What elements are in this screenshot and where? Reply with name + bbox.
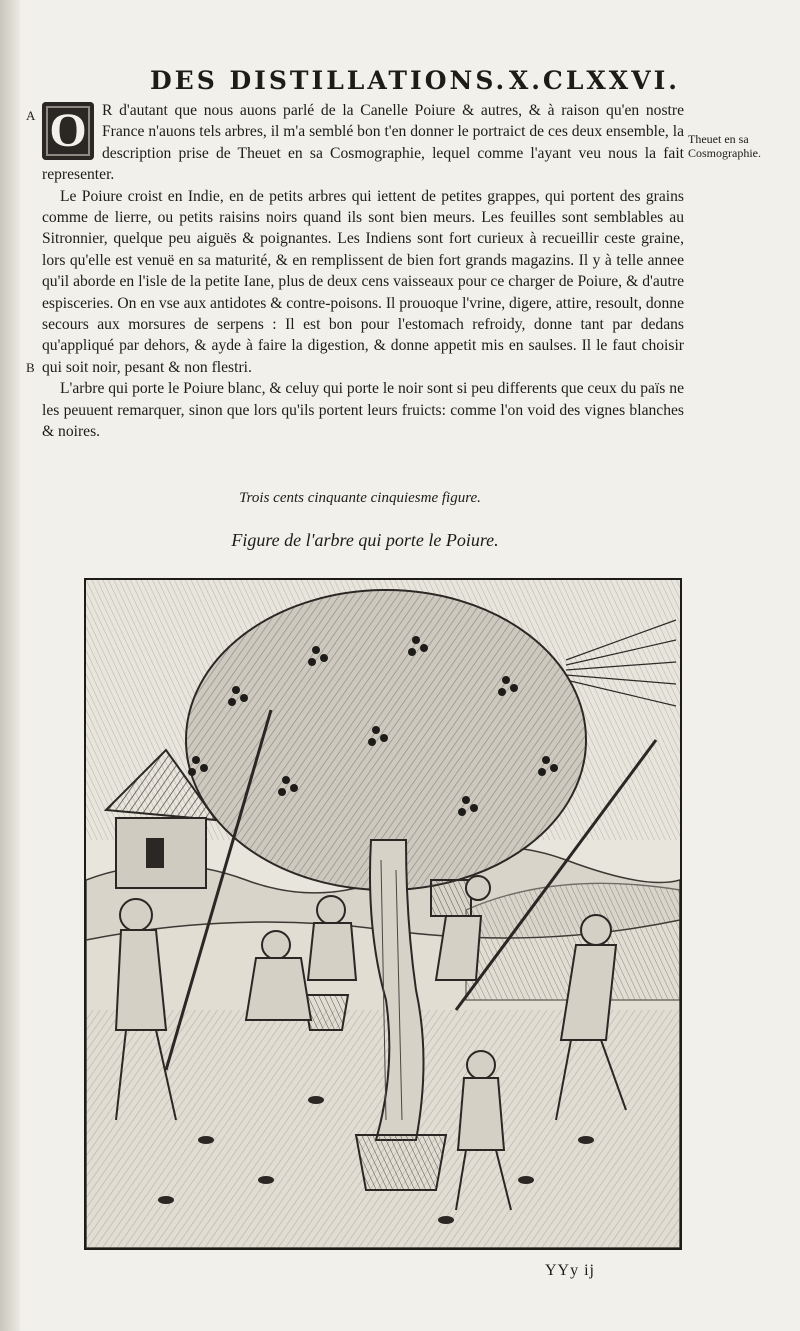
running-head [150,66,680,95]
line-marker-b: B [26,360,35,375]
figure-number-caption: Trois cents cinquante cinquiesme figure. [239,490,481,506]
line-marker-a: A [26,108,36,123]
main-text [42,100,684,443]
pepper-tree-woodcut [84,578,682,1250]
paragraph-2: Le Poiure croist en Indie, en de petits arbres qui iettent de petites grappes, qui portent des grains comme de lierre, ou petits raisins noirs quand ils sont bien meurs. Les feuilles sont semblables au Sitronnier, quelque peu aiguës & poignantes. Les Indiens sont fort curieux à recueillir ceste graine, lors qu'elle est venuë en sa maturité, & en remplissent de bien fort grands magazins. Il y à telle annee qu'il aborde en l'isle de la petite Iane, plus de deux cens vaisseaux pour ce charger de Poiure, & d'autre espisceries. On en vse aux antidotes & contre-poisons. Il prouoque l'vrine, digere, attire, resoult, donne secours aux morsures de serpens : Il est bon pour l'estomach refroidy, donne tant par dedans qu'appliqué par dehors, & ayde à faire la digestion, & donne appetit mis en saulses. Il le faut choisir qui soit noir, pesant & non flestri. [42,187,684,376]
page-gutter-shadow [0,0,20,1331]
basket-under-tree [356,1135,446,1190]
folio-number: X.CLXXVI. [508,66,680,95]
paragraph-1 [42,100,684,186]
gathering-signature: YYy ij [545,1262,595,1279]
running-head-title: DES DISTILLATIONS. [150,66,508,95]
woodcut-illustration [86,580,680,1248]
marginal-note: Theuet en sa Cosmographie. [688,132,761,160]
figure-title: Figure de l'arbre qui porte le Poiure. [231,530,499,550]
paragraph-3: L'arbre qui porte le Poiure blanc, & celuy qui porte le noir sont si peu differents que ceux du païs ne les peuuent remarquer, sinon que lors qu'ils portent leurs fruicts: comme l'on void des vignes blanches & noires. [42,380,684,441]
ornamental-dropcap: O [42,102,94,160]
paragraph-1-text: R d'autant que nous auons parlé de la Canelle Poiure & autres, & à raison qu'en nostre France n'auons tels arbres, il m'a semblé bon t'en donner le portraict de ces deux ensemble, la description prise de Theuet en sa Cosmographie, lequel comme l'ayant veu nous la fait representer. [42,102,684,184]
